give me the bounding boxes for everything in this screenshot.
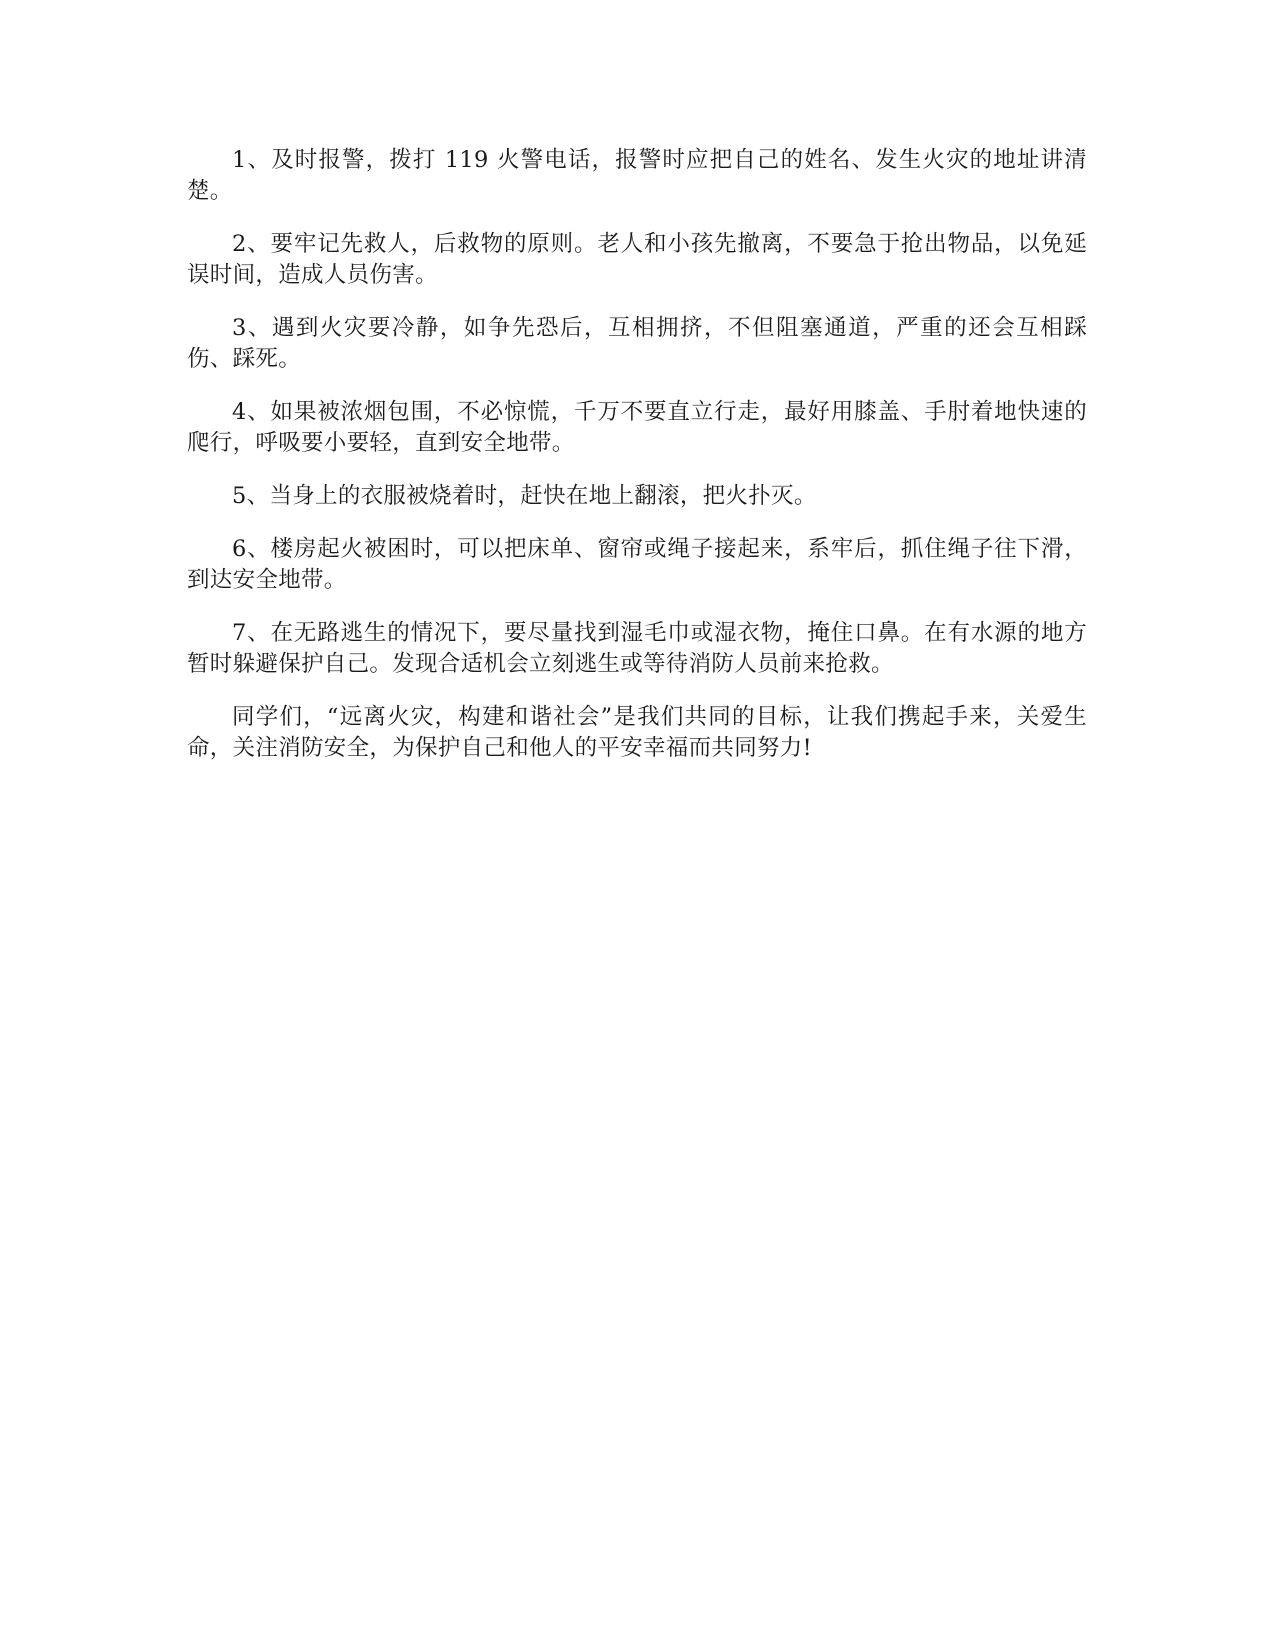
paragraph-2: 2、要牢记先救人，后救物的原则。老人和小孩先撤离，不要急于抢出物品，以免延误时间，造成人员伤害。 <box>187 231 1087 288</box>
paragraph-4: 4、如果被浓烟包围，不必惊慌，千万不要直立行走，最好用膝盖、手肘着地快速的爬行，呼吸要小要轻，直到安全地带。 <box>187 399 1087 456</box>
paragraph-7: 7、在无路逃生的情况下，要尽量找到湿毛巾或湿衣物，掩住口鼻。在有水源的地方暂时躲避保护自己。发现合适机会立刻逃生或等待消防人员前来抢救。 <box>187 620 1087 677</box>
paragraph-1: 1、及时报警，拨打 119 火警电话，报警时应把自己的姓名、发生火灾的地址讲清楚。 <box>187 147 1087 204</box>
paragraph-6: 6、楼房起火被困时，可以把床单、窗帘或绳子接起来，系牢后，抓住绳子往下滑，到达安全地带。 <box>187 536 1087 593</box>
paragraph-5: 5、当身上的衣服被烧着时，赶快在地上翻滚，把火扑灭。 <box>232 483 817 509</box>
document-body <box>187 145 1087 786</box>
closing-paragraph: 同学们，“远离火灾，构建和谐社会”是我们共同的目标，让我们携起手来，关爱生命，关注消防安全，为保护自己和他人的平安幸福而共同努力! <box>187 704 1087 761</box>
paragraph-3: 3、遇到火灾要冷静，如争先恐后，互相拥挤，不但阻塞通道，严重的还会互相踩伤、踩死。 <box>187 315 1087 372</box>
